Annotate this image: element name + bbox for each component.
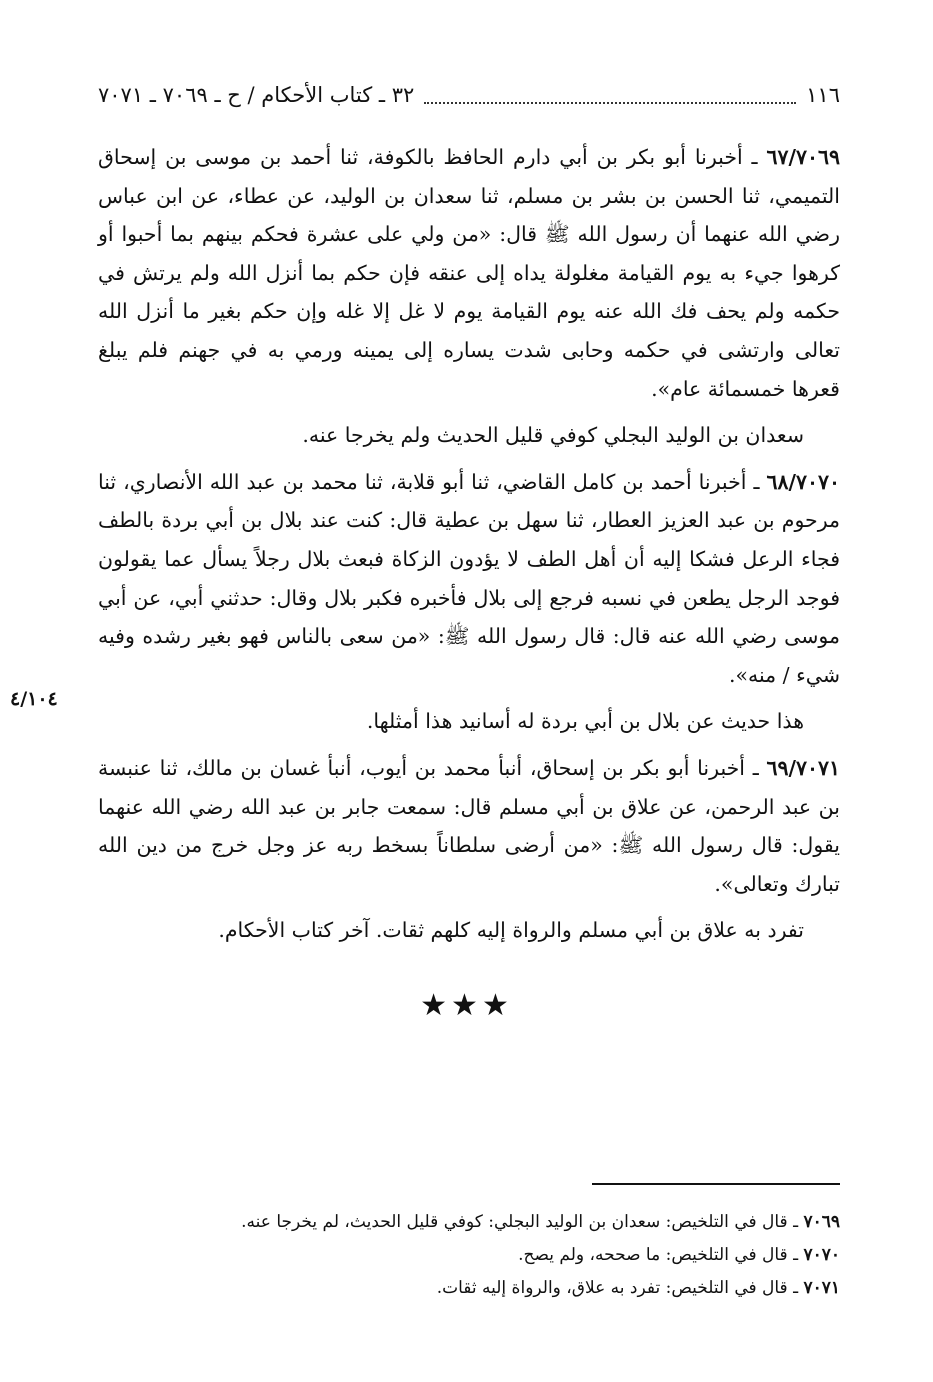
closing-paragraph xyxy=(98,911,840,950)
commentary-paragraph xyxy=(98,702,840,741)
footnote-item xyxy=(98,1272,840,1305)
commentary-paragraph xyxy=(98,416,840,455)
commentary-text: هذا حديث عن بلال بن أبي بردة له أسانيد هذا أمثلها. xyxy=(366,709,804,734)
footnote-text: ـ قال في التلخيص: ما صححه، ولم يصح. xyxy=(518,1245,804,1265)
hadith-number: ٦٨/٧٠٧٠ xyxy=(766,469,840,494)
footnote-number: ٧٠٧١ xyxy=(803,1278,840,1298)
running-title: ٣٢ ـ كتاب الأحكام / ح ـ ٧٠٦٩ ـ ٧٠٧١ xyxy=(98,83,415,107)
footnote-text: ـ قال في التلخيص: سعدان بن الوليد البجلي: كوفي قليل الحديث، لم يخرجا عنه. xyxy=(241,1212,804,1232)
footnote-number: ٧٠٧٠ xyxy=(803,1245,840,1265)
closing-text: تفرد به علاق بن أبي مسلم والرواة إليه كلهم ثقات. آخر كتاب الأحكام. xyxy=(218,918,804,943)
footnote-item xyxy=(98,1239,840,1272)
header-dot-leader xyxy=(424,86,796,104)
margin-volume-reference: ٤/١٠٤ xyxy=(10,688,58,710)
hadith-7069-paragraph xyxy=(98,138,840,408)
hadith-text: ـ أخبرنا أبو بكر بن أبي دارم الحافظ بالكوفة، ثنا أحمد بن موسى بن إسحاق التميمي، ثنا الحسن بن بشر بن مسلم، ثنا سعدان بن الوليد، عن عطاء، عن ابن عباس رضي الله عنهما أن رسول الله ﷺ قال: «من ولي على عشرة فحكم بينهم بما أحبوا أو كرهوا جيء به يوم القيامة مغلولة يداه إلى عنقه فإن حكم بما أنزل الله ولم يرتش في حكمه ولم يحف فك الله عنه يوم القيامة يوم لا غل إلا غله وإن حكم بغير ما أنزل الله تعالى وارتشى في حكمه وحابى شدت يساره إلى يمينه ورمي به في جهنم فلم يبلغ قعرها خمسمائة عام». xyxy=(98,145,840,401)
hadith-number: ٦٩/٧٠٧١ xyxy=(766,755,840,780)
commentary-text: سعدان بن الوليد البجلي كوفي قليل الحديث ولم يخرجا عنه. xyxy=(302,423,804,448)
section-separator-stars: ★★★ xyxy=(420,988,513,1023)
hadith-number: ٦٧/٧٠٦٩ xyxy=(766,145,840,169)
page-number: ١١٦ xyxy=(806,83,840,107)
hadith-text: ـ أخبرنا أبو بكر بن إسحاق، أنبأ محمد بن أيوب، أنبأ غسان بن مالك، ثنا عنبسة بن عبد الرحمن، عن علاق بن أبي مسلم قال: سمعت جابر بن عبد الله رضي الله عنهما يقول: قال رسول الله ﷺ: «من أرضى سلطاناً بسخط ربه عز وجل خرج من دين الله تبارك وتعالى». xyxy=(98,755,840,896)
footnote-item xyxy=(98,1206,840,1239)
hadith-7071-paragraph xyxy=(98,749,840,903)
footnotes xyxy=(98,1206,840,1305)
footnote-divider xyxy=(592,1183,840,1185)
footnote-number: ٧٠٦٩ xyxy=(803,1212,840,1232)
footnote-text: ـ قال في التلخيص: تفرد به علاق، والرواة إليه ثقات. xyxy=(436,1278,804,1298)
hadith-7070-paragraph xyxy=(98,463,840,695)
main-text xyxy=(98,138,840,958)
hadith-text: ـ أخبرنا أحمد بن كامل القاضي، ثنا أبو قلابة، ثنا محمد بن عبد الله الأنصاري، ثنا مرحوم بن عبد العزيز العطار، ثنا سهل بن عطية قال: كنت عند بلال بن أبي بردة بالطف فجاء الرعل فشكا إليه أن أهل الطف لا يؤدون الزكاة فبعث بلال رجلاً يسأل عما يقولون فوجد الرجل يطعن في نسبه فرجع إلى بلال فأخبره فكبر بلال وقال: حدثني أبي، عن أبي موسى رضي الله عنه قال: قال رسول الله ﷺ: «من سعى بالناس فهو بغير رشده وفيه شيء / منه». xyxy=(98,469,840,687)
running-header xyxy=(98,78,840,112)
